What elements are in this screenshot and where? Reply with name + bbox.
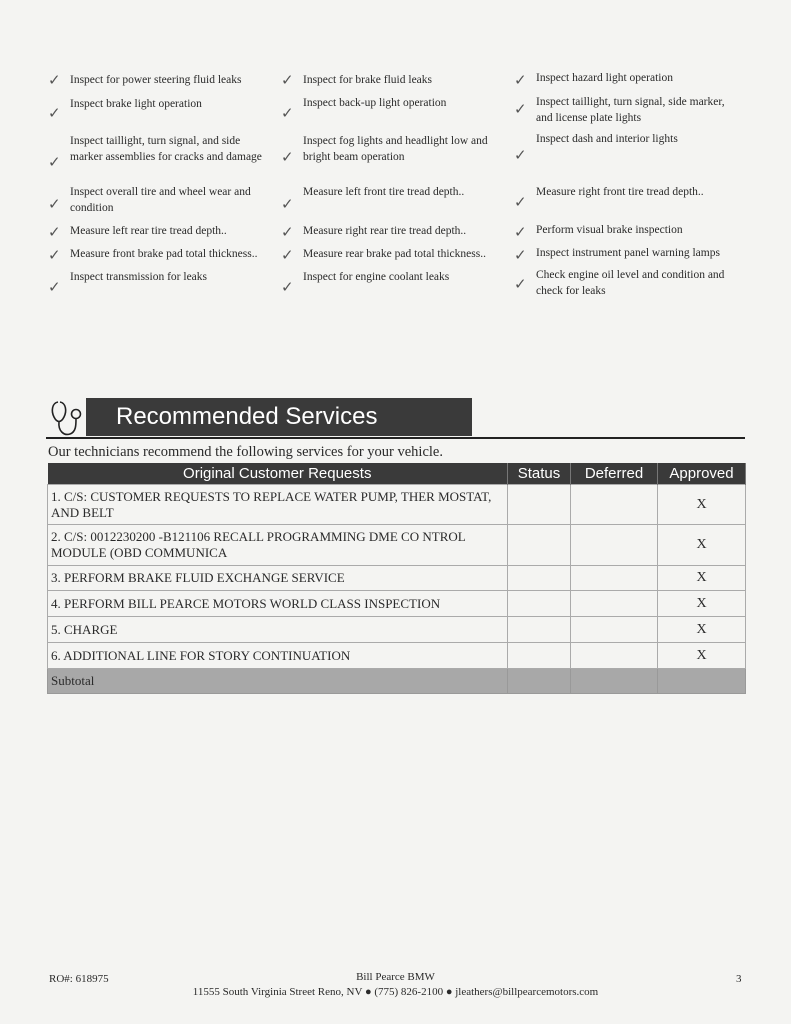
subtotal-label: Subtotal [48,669,508,694]
subtotal-approved [658,669,746,694]
recommended-services-table [47,463,746,694]
checklist-item-label: Measure front brake pad total thickness.. [70,248,258,260]
checklist-item-label: Inspect fog lights and headlight low and bright beam operation [303,135,488,163]
checklist-item [279,268,512,308]
table-row [48,617,746,643]
checklist-item-label: Inspect brake light operation [70,98,202,110]
checklist-item [46,130,279,185]
checklist-item-label: Inspect back-up light operation [303,97,447,109]
status-cell [508,566,571,591]
checklist-row [46,222,746,245]
column-header-approved: Approved [658,463,746,485]
status-cell [508,525,571,566]
checkmark-icon: ✓ [281,104,294,122]
status-cell [508,591,571,617]
dealer-address: 11555 South Virginia Street Reno, NV ● (775) 826-2100 ● jleathers@billpearcemotors.com [192,986,599,998]
checklist-item [512,222,745,245]
checklist-item [46,92,279,130]
checkmark-icon: ✓ [514,223,527,241]
checklist-item [512,185,745,222]
checklist-item [279,185,512,222]
section-divider [46,437,745,439]
checkmark-icon: ✓ [514,193,527,211]
checklist-item-label: Inspect for power steering fluid leaks [70,74,242,86]
checkmark-icon: ✓ [48,104,61,122]
checklist-item [512,70,745,92]
checklist-item-label: Inspect overall tire and wheel wear and condition [70,186,251,214]
checklist-row [46,245,746,268]
approved-mark: X [658,617,746,643]
checklist-item [279,222,512,245]
repair-order-number: RO#: 618975 [49,973,109,985]
checklist-item [512,130,745,185]
checkmark-icon: ✓ [514,71,527,89]
request-text: 2. C/S: 0012230200 -B121106 RECALL PROGRAMMING DME CO NTROL MODULE (OBD COMMUNICA [48,525,508,566]
request-text: 4. PERFORM BILL PEARCE MOTORS WORLD CLASS INSPECTION [48,591,508,617]
checklist-item [512,268,745,308]
checklist-item-label: Inspect taillight, turn signal, side marker, and license plate lights [536,96,725,124]
deferred-cell [571,485,658,525]
checkmark-icon: ✓ [281,246,294,264]
approved-mark: X [658,485,746,525]
deferred-cell [571,643,658,669]
stethoscope-icon [48,399,84,437]
checklist-item-label: Measure right rear tire tread depth.. [303,225,467,237]
checklist-item [46,70,279,92]
page-number: 3 [736,973,742,985]
request-text: 6. ADDITIONAL LINE FOR STORY CONTINUATION [48,643,508,669]
request-text: 5. CHARGE [48,617,508,643]
checklist-item-label: Measure left front tire tread depth.. [303,186,465,198]
checklist-item-label: Check engine oil level and condition and check for leaks [536,269,725,297]
request-text: 3. PERFORM BRAKE FLUID EXCHANGE SERVICE [48,566,508,591]
column-header-requests: Original Customer Requests [48,463,508,485]
checklist-row [46,185,746,222]
checkmark-icon: ✓ [281,195,294,213]
deferred-cell [571,591,658,617]
approved-mark: X [658,525,746,566]
approved-mark: X [658,591,746,617]
table-row [48,591,746,617]
table-row [48,566,746,591]
checkmark-icon: ✓ [514,146,527,164]
section-title: Recommended Services [86,398,472,436]
checklist-item-label: Inspect taillight, turn signal, and side marker assemblies for cracks and damage [70,135,262,163]
checkmark-icon: ✓ [514,246,527,264]
checklist-row [46,130,746,185]
dealer-footer [0,970,791,1000]
checklist-item-label: Inspect dash and interior lights [536,133,678,145]
approved-mark: X [658,566,746,591]
checklist-item-label: Inspect instrument panel warning lamps [536,247,720,259]
column-header-deferred: Deferred [571,463,658,485]
checkmark-icon: ✓ [48,153,61,171]
services-intro-text: Our technicians recommend the following services for your vehicle. [48,444,443,460]
checklist-item-label: Measure right front tire tread depth.. [536,186,704,198]
checkmark-icon: ✓ [514,275,527,293]
table-header-row [48,463,746,485]
checklist-item-label: Inspect transmission for leaks [70,271,208,283]
checklist-item [46,222,279,245]
checklist-row [46,92,746,130]
checklist-item [512,92,745,130]
deferred-cell [571,525,658,566]
checklist-item [512,245,745,268]
checkmark-icon: ✓ [281,223,294,241]
checklist-item [279,245,512,268]
checklist-item-label: Measure left rear tire tread depth.. [70,225,227,237]
subtotal-deferred [571,669,658,694]
column-header-status: Status [508,463,571,485]
request-text: 1. C/S: CUSTOMER REQUESTS TO REPLACE WATER PUMP, THER MOSTAT, AND BELT [48,485,508,525]
checklist-item [279,130,512,185]
checklist-item-label: Inspect for engine coolant leaks [303,271,450,283]
deferred-cell [571,617,658,643]
checklist-item [279,70,512,92]
status-cell [508,617,571,643]
checklist-item-label: Inspect hazard light operation [536,72,673,84]
deferred-cell [571,566,658,591]
checklist-item [46,245,279,268]
inspection-checklist [46,70,746,308]
checkmark-icon: ✓ [281,278,294,296]
table-row [48,643,746,669]
checkmark-icon: ✓ [281,71,294,89]
approved-mark: X [658,643,746,669]
checklist-row [46,268,746,308]
checklist-row [46,70,746,92]
checklist-item-label: Measure rear brake pad total thickness.. [303,248,486,260]
recommended-services-header [46,397,746,441]
checkmark-icon: ✓ [48,195,61,213]
table-row [48,485,746,525]
status-cell [508,643,571,669]
subtotal-row [48,669,746,694]
checkmark-icon: ✓ [514,100,527,118]
checkmark-icon: ✓ [48,223,61,241]
dealer-name: Bill Pearce BMW [356,971,435,983]
checklist-item [46,185,279,222]
table-row [48,525,746,566]
checklist-item [46,268,279,308]
checkmark-icon: ✓ [48,246,61,264]
status-cell [508,485,571,525]
checklist-item [279,92,512,130]
checkmark-icon: ✓ [48,278,61,296]
checklist-item-label: Perform visual brake inspection [536,224,683,236]
checklist-item-label: Inspect for brake fluid leaks [303,74,433,86]
subtotal-status [508,669,571,694]
checkmark-icon: ✓ [48,71,61,89]
checkmark-icon: ✓ [281,148,294,166]
